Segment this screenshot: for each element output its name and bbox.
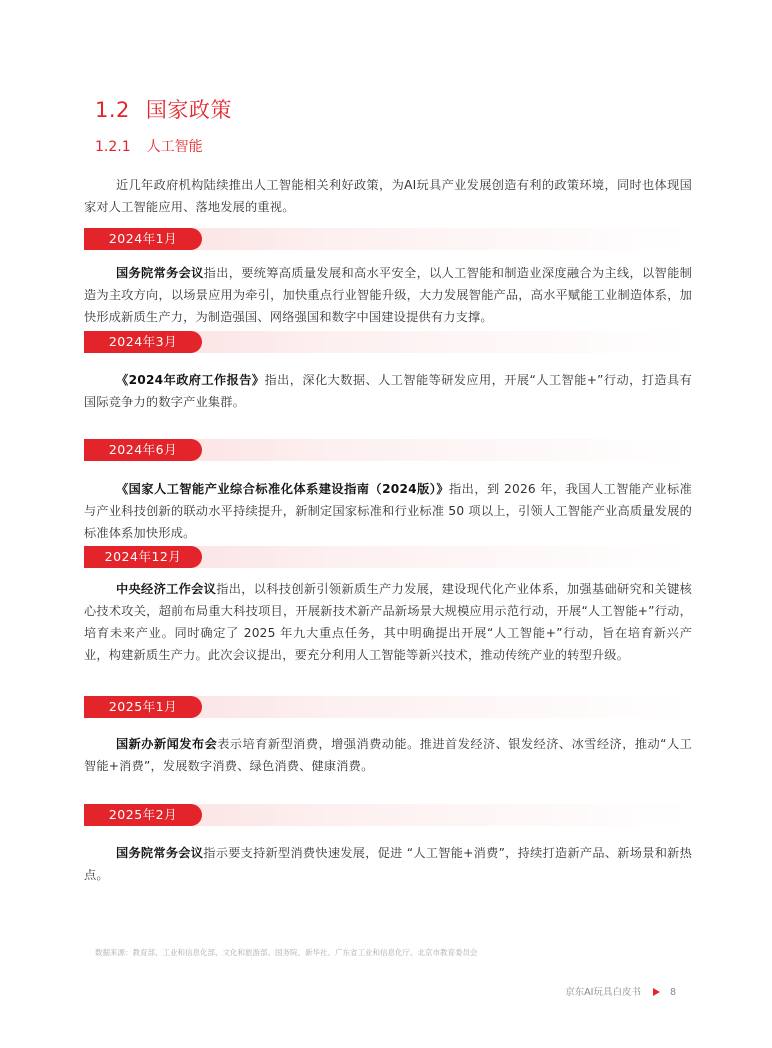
subsection-heading: [95, 136, 203, 156]
data-source-note: 数据来源：教育部、工业和信息化部、文化和旅游部、国务院、新华社、广东省工业和信息化厅、北京市教育委员会: [95, 948, 478, 957]
date-bar: [84, 439, 692, 461]
section-title: 国家政策: [145, 98, 232, 122]
subsection-number: 1.2.1: [95, 139, 131, 155]
date-badge: 2024年1月: [84, 228, 202, 250]
subsection-title: 人工智能: [146, 139, 203, 155]
date-bar: [84, 804, 692, 826]
date-badge: 2025年2月: [84, 804, 202, 826]
footer-doc-title: 京东AI玩具白皮书: [565, 987, 641, 998]
policy-paragraph: [84, 578, 692, 666]
policy-source: 《2024年政府工作报告》: [116, 373, 265, 387]
date-badge: 2025年1月: [84, 696, 202, 718]
intro-paragraph: 近几年政府机构陆续推出人工智能相关利好政策，为AI玩具产业发展创造有利的政策环境，同时也体现国家对人工智能应用、落地发展的重视。: [84, 178, 692, 214]
date-badge: 2024年3月: [84, 331, 202, 353]
section-heading: [95, 94, 232, 124]
page-footer: [565, 984, 676, 998]
policy-source: 国务院常务会议: [116, 846, 204, 860]
date-bar: [84, 696, 692, 718]
policy-source: 中央经济工作会议: [116, 582, 217, 596]
policy-source: 《国家人工智能产业综合标准化体系建设指南（2024版）》: [116, 482, 450, 496]
section-number: 1.2: [95, 98, 130, 122]
policy-source: 国新办新闻发布会: [116, 737, 218, 751]
policy-text: 指出，到 2026 年，我国人工智能产业标准与产业科技创新的联动水平持续提升，新制定国家标准和行业标准 50 项以上，引领人工智能产业高质量发展的标准体系加快形成。: [84, 482, 692, 540]
policy-text: 指出，要统筹高质量发展和高水平安全，以人工智能和制造业深度融合为主线，以智能制造为主攻方向，以场景应用为牵引，加快重点行业智能升级，大力发展智能产品，高水平赋能工业制造体系，加快形成新质生产力，为制造强国、网络强国和数字中国建设提供有力支撑。: [84, 266, 692, 324]
date-bar: [84, 546, 692, 568]
policy-text: 指出，深化大数据、人工智能等研发应用，开展“人工智能+”行动，打造具有国际竞争力的数字产业集群。: [84, 373, 692, 409]
policy-text: 表示培育新型消费，增强消费动能。推进首发经济、银发经济、冰雪经济，推动“人工智能+消费”，发展数字消费、绿色消费、健康消费。: [84, 737, 692, 773]
policy-text: 指示要支持新型消费快速发展，促进 “人工智能+消费”，持续打造新产品、新场景和新热点。: [84, 846, 692, 882]
date-badge: 2024年6月: [84, 439, 202, 461]
date-bar: [84, 331, 692, 353]
page-number: 8: [669, 987, 676, 998]
triangle-right-icon: [653, 988, 660, 996]
policy-source: 国务院常务会议: [116, 266, 204, 280]
policy-paragraph: [84, 478, 692, 544]
policy-paragraph: [84, 733, 692, 777]
policy-paragraph: [84, 262, 692, 328]
policy-paragraph: [84, 842, 692, 886]
policy-text: 指出，以科技创新引领新质生产力发展，建设现代化产业体系，加强基础研究和关键核心技术攻关，超前布局重大科技项目，开展新技术新产品新场景大规模应用示范行动，开展“人工智能+”行动，培育未来产业。同时确定了 2025 年九大重点任务，其中明确提出开展“人工智能+”行动，旨在培育新兴产业，构建新质生产力。此次会议提出，要充分利用人工智能等新兴技术，推动传统产业的转型升级。: [84, 582, 692, 662]
date-bar: [84, 228, 692, 250]
date-badge: 2024年12月: [84, 546, 202, 568]
policy-paragraph: [84, 369, 692, 413]
